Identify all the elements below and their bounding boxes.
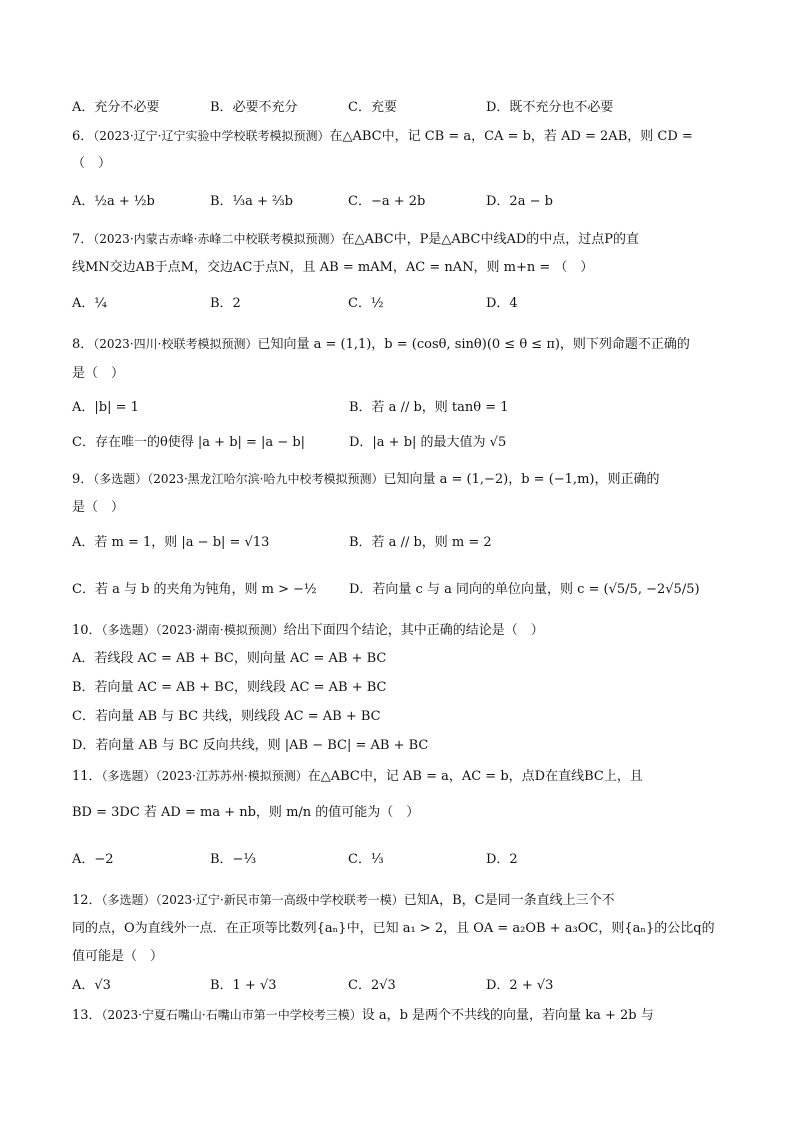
q6-paren: （ ） xyxy=(72,156,112,171)
q12-stem xyxy=(72,889,724,908)
q11-option-b: B．−⅓ xyxy=(210,852,257,867)
q11-stem-text: 在△ABC中，记 AB = a，AC = b，点D在直线BC上，且 xyxy=(307,769,643,784)
q12-options xyxy=(72,974,732,993)
q6-option-a: A．½a + ½b xyxy=(72,194,155,209)
q12-option-d: D．2 + √3 xyxy=(486,978,554,993)
q10-option-d: D．若向量 AB 与 BC 反向共线，则 |AB − BC| = AB + BC xyxy=(72,738,429,753)
q7-number: 7． xyxy=(72,232,94,247)
q12-number: 12． xyxy=(72,893,102,908)
q12-stem-3: 值可能是（ ） xyxy=(72,949,164,964)
q12-tag: （多选题） xyxy=(101,893,156,907)
q11-options xyxy=(72,848,732,867)
q8-option-c: C．存在唯一的θ使得 |a + b| = |a − b| xyxy=(72,435,306,450)
q11-stem xyxy=(72,765,724,784)
q9-option-a: A．若 m = 1，则 |a − b| = √13 xyxy=(72,535,270,550)
q9-option-b: B．若 a // b，则 m = 2 xyxy=(349,535,492,550)
q10-stem-text: 给出下面四个结论，其中正确的结论是（ ） xyxy=(283,623,544,638)
q12-option-a: A．√3 xyxy=(72,978,111,993)
q8-option-b: B．若 a // b，则 tanθ = 1 xyxy=(349,400,509,415)
q9-options-row2 xyxy=(72,578,732,597)
q6-option-c: C．−a + 2b xyxy=(348,194,426,209)
q12-source: （2023·辽宁·新民市第一高级中学校联考一模） xyxy=(155,893,404,907)
q7-option-b: B．2 xyxy=(210,296,241,311)
q6-stem-text: 在△ABC中，记 CB = a，CA = b，若 AD = 2AB，则 CD = xyxy=(329,129,693,144)
q13-source: （2023·宁夏石嘴山·石嘴山市第一中学校考三模） xyxy=(101,1008,362,1022)
q10-option-a: A．若线段 AC = AB + BC，则向量 AC = AB + BC xyxy=(72,651,387,666)
q12-option-b: B．1 + √3 xyxy=(210,978,277,993)
q11-tag: （多选题） xyxy=(101,769,156,783)
q8-stem-text: 已知向量 a = (1,1)，b = (cosθ, sinθ)(0 ≤ θ ≤ π)，则下列命题不正确的 xyxy=(257,337,690,352)
q6-source: （2023·辽宁·辽宁实验中学校联考模拟预测） xyxy=(93,129,330,143)
q8-options-row2 xyxy=(72,431,732,450)
q7-stem-text: 在△ABC中，P是△ABC中线AD的中点，过点P的直 xyxy=(341,232,640,247)
q9-stem-2: 是（ ） xyxy=(72,500,125,515)
q9-stem xyxy=(72,468,724,487)
q5-option-b: B．必要不充分 xyxy=(210,100,298,115)
q10-stem xyxy=(72,619,724,638)
q8-source: （2023·四川·校联考模拟预测） xyxy=(93,337,258,351)
q7-option-d: D．4 xyxy=(486,296,518,311)
q9-number: 9． xyxy=(72,472,94,487)
q9-stem-text: 已知向量 a = (1,−2)，b = (−1,m)，则正确的 xyxy=(383,472,660,487)
q10-source: （2023·湖南·模拟预测） xyxy=(155,623,284,637)
q5-option-d: D．既不充分也不必要 xyxy=(486,100,614,115)
q12-stem-2: 同的点，O为直线外一点．在正项等比数列{aₙ}中，已知 a₁ > 2，且 OA = a₂OB + a₃OC，则{aₙ}的公比q的 xyxy=(72,921,715,936)
q11-source: （2023·江苏苏州·模拟预测） xyxy=(155,769,308,783)
q9-tag: （多选题） xyxy=(93,472,148,486)
q7-stem xyxy=(72,228,724,247)
q9-option-d: D．若向量 c 与 a 同向的单位向量，则 c = (√5/5, −2√5/5) xyxy=(349,582,700,597)
q6-number: 6． xyxy=(72,129,94,144)
q10-number: 10． xyxy=(72,623,102,638)
q8-stem xyxy=(72,333,724,352)
q8-option-a: A．|b| = 1 xyxy=(72,400,139,415)
q11-option-a: A．−2 xyxy=(72,852,114,867)
q6-options xyxy=(72,190,732,209)
q7-stem-2: 线MN交边AB于点M，交边AC于点N，且 AB = mAM，AC = nAN，则 m+n = （ ） xyxy=(72,260,594,275)
q6-stem xyxy=(72,125,724,144)
q7-source: （2023·内蒙古赤峰·赤峰二中校联考模拟预测） xyxy=(93,232,342,246)
q8-option-d: D．|a + b| 的最大值为 √5 xyxy=(349,435,507,450)
q10-option-b: B．若向量 AC = AB + BC，则线段 AC = AB + BC xyxy=(72,680,387,695)
q7-option-a: A．¼ xyxy=(72,296,107,311)
q11-stem-2: BD = 3DC 若 AD = ma + nb，则 m/n 的值可能为（ ） xyxy=(72,805,420,820)
q7-options xyxy=(72,292,732,311)
q6-option-d: D．2a − b xyxy=(486,194,553,209)
q12-option-c: C．2√3 xyxy=(348,978,396,993)
q9-option-c: C．若 a 与 b 的夹角为钝角，则 m > −½ xyxy=(72,582,317,597)
q5-option-c: C．充要 xyxy=(348,100,397,115)
q5-options xyxy=(72,96,732,115)
q9-source: （2023·黑龙江哈尔滨·哈九中校考模拟预测） xyxy=(147,472,384,486)
q7-option-c: C．½ xyxy=(348,296,384,311)
q10-tag: （多选题） xyxy=(101,623,156,637)
q9-options-row1 xyxy=(72,531,732,550)
q5-option-a: A．充分不必要 xyxy=(72,100,160,115)
q6-option-b: B．⅓a + ⅔b xyxy=(210,194,293,209)
q8-number: 8． xyxy=(72,337,94,352)
q13-stem-text: 设 a，b 是两个不共线的向量，若向量 ka + 2b 与 xyxy=(361,1008,654,1023)
q8-stem-2: 是（ ） xyxy=(72,366,125,381)
q13-number: 13． xyxy=(72,1008,102,1023)
q13-stem xyxy=(72,1004,724,1023)
q11-number: 11． xyxy=(72,769,102,784)
q11-option-c: C．⅓ xyxy=(348,852,384,867)
q11-option-d: D．2 xyxy=(486,852,518,867)
q10-option-c: C．若向量 AB 与 BC 共线，则线段 AC = AB + BC xyxy=(72,709,381,724)
q8-options-row1 xyxy=(72,396,732,415)
q12-stem-text: 已知A，B，C是同一条直线上三个不 xyxy=(403,893,615,908)
